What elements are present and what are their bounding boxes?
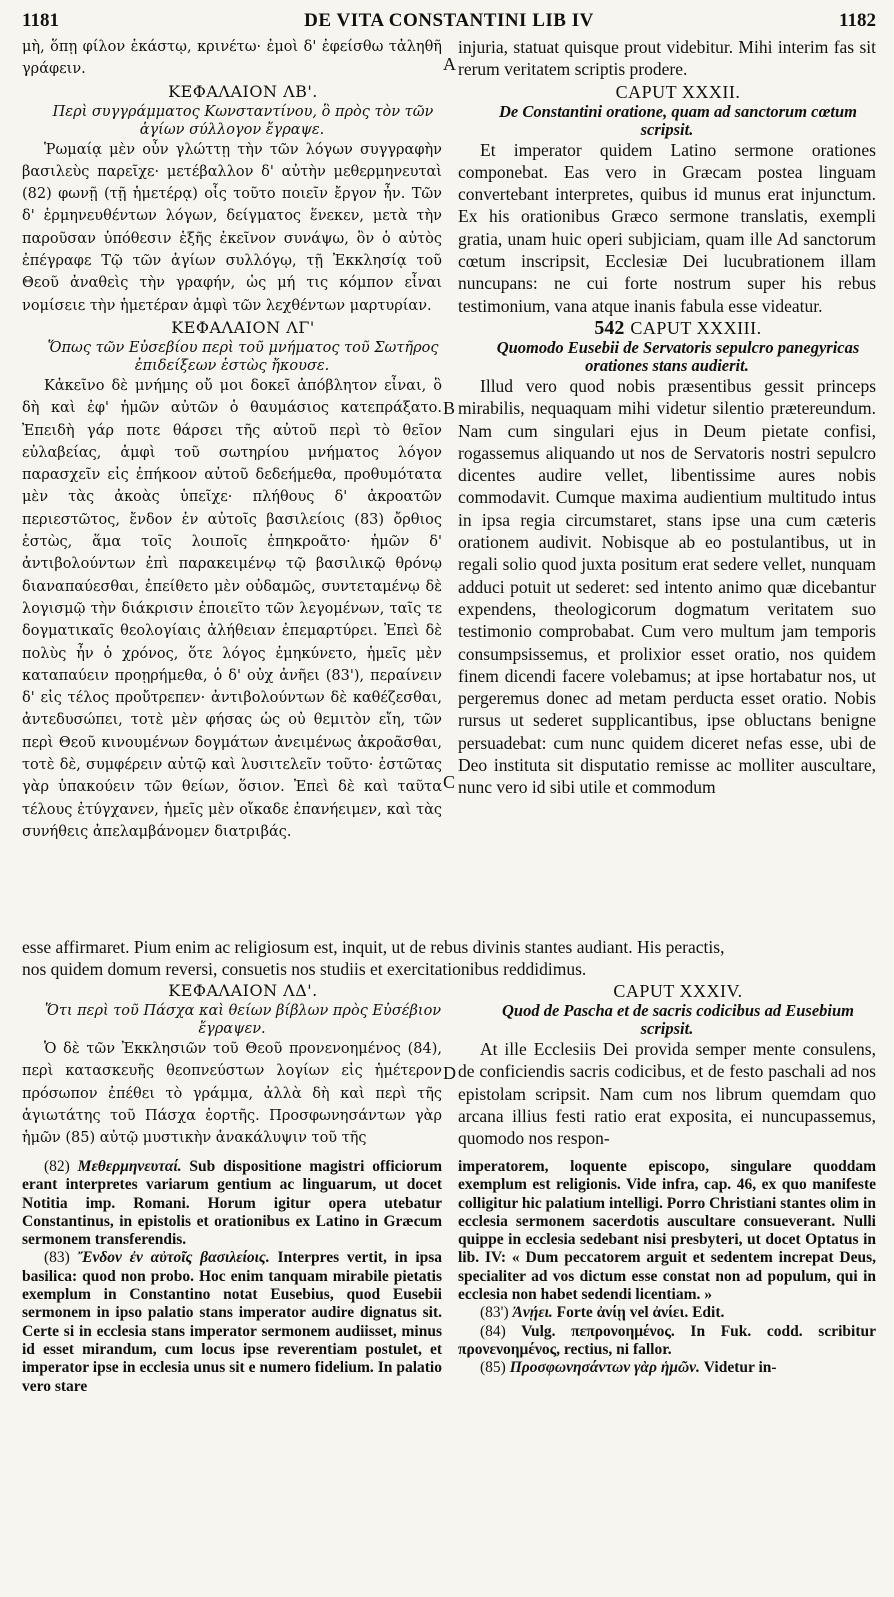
greek-chapter-33-title: ΚΕΦΑΛΑΙΟΝ ΛΓ' <box>171 317 315 337</box>
greek-chapter-34-subtitle: Ὅτι περὶ τοῦ Πάσχα καὶ θείων βίβλων πρὸς Εὐσέβιον ἔγραψεν. <box>44 1003 442 1037</box>
footnotes-left <box>22 1158 442 1396</box>
footnote-83b <box>458 1304 876 1322</box>
latin-top-text: injuria, statuat quisque prout videbitur. Mihi interim fas sit rerum veritatem scriptis prodere. <box>458 37 876 80</box>
latin-chapter-33-subtitle: Quomodo Eusebii de Servatoris sepulcro panegyricas orationes stans audierit. <box>496 337 860 375</box>
footnote-83-continuation: imperatorem, loquente episcopo, singulare quoddam exemplum est religionis. Vide infra, cap. 46, ex quo manifeste colligitur hic palatium intelligi. Porro Christiani stantes olim in ecclesia sermonem sacerdotis auscultare consueverant. Nulli quippe in ecclesia sedebant nisi presbyteri, ut docet Optatus in lib. IV: « Dum peccatorem arguit et sedentem increpat Deus, specialiter ad vos dictum esse constat non ad populum, qui in ecclesia non habet sedendi licentiam. » <box>458 1158 876 1304</box>
footnote-85-text: Videtur in- <box>703 1359 777 1377</box>
running-title: DE VITA CONSTANTINI LIB IV <box>304 10 594 31</box>
latin-chapter-33-text: Illud vero quod nobis præsentibus gessit princeps mirabilis, nequaquam mihi videtur silentio prætereundum. Nam cum singulari ejus in Deum pietate confisi, rogassemus aliquando ut nos de Servatoris nostri sepulcro dicentes audire vellet, libentissime aures nobis commodavit. Cumque maxima audientium multitudo intus in ipsa regia circumstaret, stans ipse una cum cæteris orationem audivit. Nobisque ab eo postulantibus, ut in regali solio quod juxta positum erat sedere vellet, nunquam adduci potuit ut sederet: sed intento animo quæ dicebantur expendens, theologicorum dogmatum veritatem suo testimonio comprobabat. Cum vero multum jam temporis consumpsissemus, et prolixior esset oratio, nos quidem finem dicendi facere volebamus; at ipse hortabatur nos, ut pergeremus donec ad metam perducta esset oratio. Nobis rursus ut sederet supplicantibus, ipse obluctans benigne persuadebat: cum nunc quidem diceret nefas esse, ubi de Deo instituta sit disputatio remisse ac molliter auscultare, nunc vero id sibi utile et commodum <box>458 375 876 798</box>
margin-letter-d: D <box>443 1063 456 1083</box>
greek-chapter-32-text: Ῥωμαίᾳ μὲν οὖν γλώττῃ τὴν τῶν λόγων συγγραφὴν βασιλεὺς παρεῖχε· μετέβαλλον δ' αὐτὴν μεθερμηνευταὶ (82) φωνῇ (τῇ ἡμετέρᾳ) οἷς τοῦτο ποιεῖν ἔργον ἦν. Τῶν δ' ἑρμηνευθέντων λόγων, δείγματος ἕνεκεν, μετὰ τὴν παροῦσαν ὑπόθεσιν ἑξῆς ἐκεῖνον συνάψω, ὃν ὁ αὐτὸς ἐπέγραφε Τῷ τῶν ἁγίων συλλόγῳ, τῇ Ἐκκλησίᾳ τοῦ Θεοῦ ἀναθεὶς τὴν γραφήν, ὡς μή τις κόμπον εἶναι νομίσειε τὴν ἡμετέραν ἀμφὶ τῶν λεχθέντων μαρτυρίαν. <box>22 141 442 314</box>
latin-chapter-32-text: Et imperator quidem Latino sermone orationes componebat. Eas vero in Græcam postea linguam convertebant interpretes, quibus id munus erat injunctum. Ex his orationibus Græco sermone translatis, exempli gratia, unam huic operi subjiciam, quam ille Ad sanctorum cœtum inscripsit, Ecclesiæ Dei lucubrationem illam nuncupans: ne cui forte nostrum super his rebus testimonium, vana atque inanis fabula esse videatur. <box>458 139 876 316</box>
footnote-83-lemma: Ἔνδον ἐν αὐτοῖς βασιλείοις. <box>77 1249 270 1267</box>
latin-chapter-32-subtitle: De Constantini oratione, quam ad sanctorum cœtum scripsit. <box>498 101 858 139</box>
latin-chapter-33-heading <box>458 317 876 339</box>
latin-column <box>458 36 876 936</box>
running-head <box>22 10 876 34</box>
full-width-latin <box>22 936 876 980</box>
footnote-82-lemma: Μεθερμηνευταί. <box>77 1158 182 1175</box>
latin-chapter-34-text: At ille Ecclesiis Dei provida semper mente consulens, de conficiendis sacris codicibus, et de festo paschali ad nos epistolam scripsit. Nam cum nos librum quemdam quo arcana illius festi ratio erat exposita, ei nuncupassemus, quomodo nos respon- <box>458 1039 876 1149</box>
footnote-83-text: Interpres vertit, in ipsa basilica: quod non probo. Hoc enim tanquam mirabile pietatis exemplum in Constantino notat Eusebius, quod Eusebii sermonem in ipso palatio stans imperator audire dignatus sit. Certe si in ecclesia stans imperator sermonem audiisset, minus id esset mirandum, cum locus ipse reverentiam postulet, et imperator ipse in ecclesia unus sit e numero fidelium. In palatio vero stare <box>22 1249 443 1395</box>
footnote-83-ref: (83) <box>44 1249 70 1267</box>
footnote-83b-text: Forte ἀνίῃ vel ἀνίει. Edit. <box>556 1304 725 1322</box>
greek-column <box>22 36 442 936</box>
footnotes-right <box>458 1158 876 1378</box>
greek-chapter-34-text: Ὁ δὲ τῶν Ἐκκλησιῶν τοῦ Θεοῦ προνενοημένος (84), περὶ κατασκευῆς θεοπνεύστων λογίων εἰς ἡμέτερον πρόσωπον ἐπέθει τὸ γράμμα, ἀλλὰ δὴ καὶ περὶ τῆς ἁγιωτάτης τοῦ Πάσχα ἑορτῆς. Προσφωνησάντων γὰρ ἡμῶν (85) αὐτῷ μυστικὴν ἀνακάλυψιν τοῦ τῆς <box>22 1041 442 1147</box>
footnote-84 <box>458 1323 876 1360</box>
greek-chapter-34-title: ΚΕΦΑΛΑΙΟΝ ΛΔ'. <box>168 981 318 1000</box>
footnote-83b-ref: (83') <box>480 1304 509 1322</box>
latin-chapter-33-title: CAPUT XXXIII. <box>630 317 762 338</box>
greek-chapter-33-subtitle: Ὅπως τῶν Εὐσεβίου περὶ τοῦ μνήματος τοῦ Σωτῆρος ἐπιδείξεων ἑστὼς ἤκουσε. <box>47 339 439 374</box>
footnote-83 <box>22 1249 442 1395</box>
footnote-84-text: Vulg. πεπρονοημένος. In Fuk. codd. scribitur προνενοημένος, rectius, ni fallor. <box>458 1322 876 1358</box>
greek-chapter-33-text: Κἀκεῖνο δὲ μνήμης οὔ μοι δοκεῖ ἀπόβλητον εἶναι, ὃ δὴ καὶ ἐφ' ἡμῶν αὐτῶν ὁ θαυμάσιος κατεπράξατο. Ἐπειδὴ γάρ ποτε θάρσει τῆς αὐτοῦ περὶ τὸ θεῖον εὐλαβείας, ἀμφὶ τοῦ σωτηρίου μνήματος λόγον παρασχεῖν εἰς ἐπήκοον αὐτοῦ δεδεήμεθα, προθυμότατα μὲν τὰς ἀκοὰς ὑπεῖχε· πλήθους δ' ἀκροατῶν περιεστῶτος, ἔνδον ἐν αὐτοῖς βασιλείοις (83) ὄρθιος ἑστὼς, ἅμα τοῖς λοιποῖς ἐπηκροᾶτο· ἡμῶν δ' ἀντιβολούντων ἐπὶ παρακειμένῳ τῷ βασιλικῷ θρόνῳ διαναπαύεσθαι, ἐπείθετο μὲν οὐδαμῶς, συντεταμένῳ δὲ λογισμῷ τὴν διάκρισιν ἐποιεῖτο τῶν λεγομένων, ταῖς τε δογματικαῖς θεολογίαις ἀλήθειαν ἐπεμαρτύρει. Ἐπεὶ δὲ πολὺς ἦν ὁ χρόνος, ὅτε λόγος ἐμηκύνετο, ἡμεῖς μὲν καταπαύειν προῃρήμεθα, ὁ δ' οὐχ ἀνῆει (83'), περαίνειν δ' εἰς τέλος προὔτρεπεν· ἀντιβολούντων δὲ καθέζεσθαι, ἀντεδυσώπει, τοτὲ μὲν φήσας ὡς οὐ θεμιτὸν εἴη, τῶν περὶ Θεοῦ κινουμένων δογμάτων ἀνειμένως ἀκροᾶσθαι, τοτὲ δὲ, συμφέρειν αὐτῷ καὶ λυσιτελεῖν τοῦτο· ἑστῶτας γὰρ ὑπακούειν τῶν θείων, ὅσιον. Ἐπεὶ δὲ καὶ ταῦτα τέλους ἐτύγχανεν, ἡμεῖς μὲν οἴκαδε ἐπανήειμεν, καὶ τὰς συνήθεις ἀπελαμβάνομεν διατριβάς. <box>22 377 442 840</box>
full-width-line-2: nos quidem domum reversi, consuetis nos studiis et exercitationibus reddidimus. <box>22 959 587 979</box>
latin-chapter-34-subtitle: Quod de Pascha et de sacris codicibus ad Eusebium scripsit. <box>501 1001 854 1038</box>
column-number: 542 <box>594 316 625 339</box>
footnote-82-text: Sub dispositione magistri officiorum erant interpretes variarum gentium ac linguarum, ut docet Notitia imp. Romani. Horum igitur opera utebatur Constantinus, in epistolis et orationibus ex Latino in Græcum sermonem transferendis. <box>22 1158 443 1249</box>
page-number-right: 1182 <box>839 10 876 31</box>
footnote-82-ref: (82) <box>44 1158 70 1175</box>
margin-letter-a: A <box>443 54 456 74</box>
footnote-84-ref: (84) <box>480 1322 506 1340</box>
greek-top-text: μὴ, ὅπῃ φίλον ἑκάστῳ, κρινέτω· ἐμοὶ δ' ἐφείσθω τἀληθῆ γράφειν. <box>22 39 442 78</box>
greek-chapter-32-subtitle: Περὶ συγγράμματος Κωνσταντίνου, ὃ πρὸς τὸν τῶν ἁγίων σύλλογον ἔγραψε. <box>52 103 434 138</box>
latin-chapter-34 <box>458 980 876 1150</box>
latin-chapter-34-title: CAPUT XXXIV. <box>613 981 743 1001</box>
margin-letter-b: B <box>443 398 456 418</box>
footnote-82 <box>22 1158 442 1249</box>
latin-chapter-32-title: CAPUT XXXII. <box>615 81 741 102</box>
footnote-83b-lemma: Ἀνῄει. <box>512 1304 553 1322</box>
margin-letter-c: C <box>443 772 456 792</box>
page-number-left: 1181 <box>22 10 59 31</box>
footnote-85-lemma: Προσφωνησάντων γὰρ ἡμῶν. <box>509 1359 700 1377</box>
footnote-85-ref: (85) <box>480 1359 506 1377</box>
greek-chapter-34 <box>22 980 442 1150</box>
greek-chapter-32-title: ΚΕΦΑΛΑΙΟΝ ΛΒ'. <box>168 81 318 101</box>
full-width-line-1: esse affirmaret. Pium enim ac religiosum est, inquit, ut de rebus divinis stantes audiant. His peractis, <box>22 937 725 957</box>
footnote-85 <box>458 1359 876 1377</box>
